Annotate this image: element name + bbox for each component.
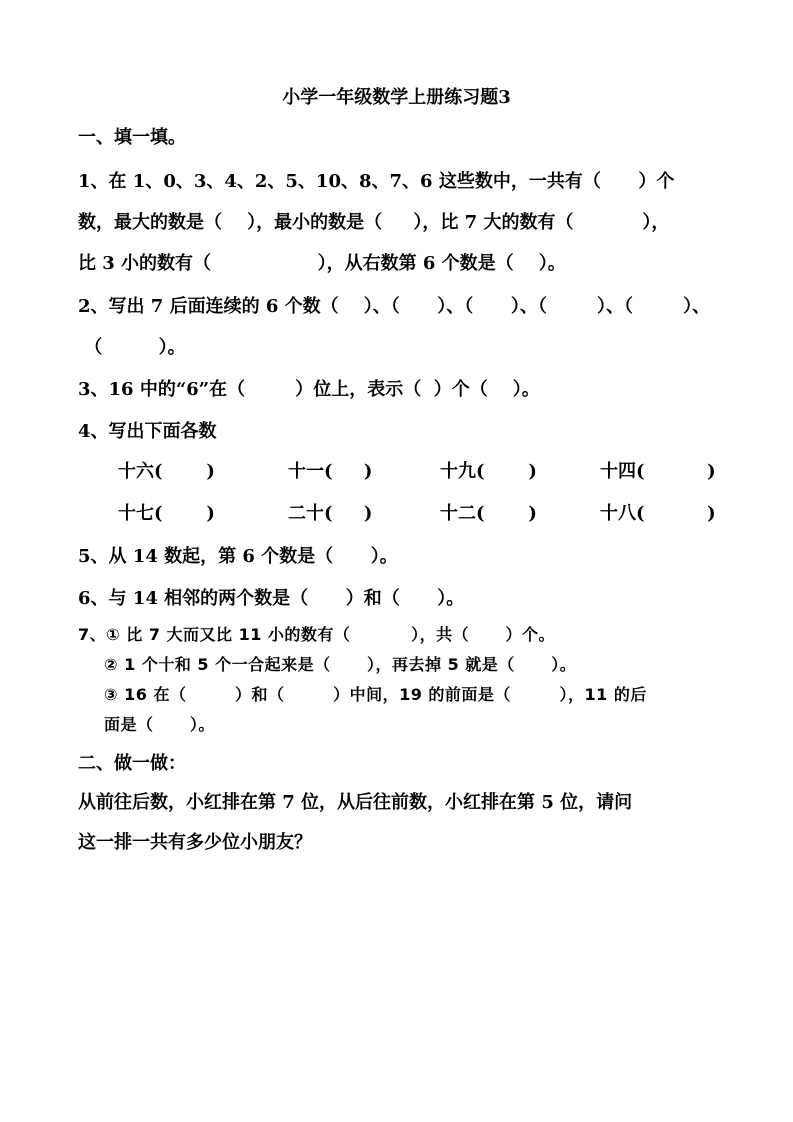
q4-item: 十八( ) [600,503,716,524]
q4-item: 十六( ) [118,461,215,482]
q4-item: 十九( ) [440,461,537,482]
q1-line3: 比 3 小的数有（ ），从右数第 6 个数是（ ）。 [78,253,566,274]
q5-line: 5、从 14 数起，第 6 个数是（ ）。 [78,546,398,567]
q4-item: 二十( ) [288,503,373,524]
section2-heading: 二、做一做： [78,753,186,774]
q1-line2: 数，最大的数是（ ），最小的数是（ ），比 7 大的数有（ ）， [78,212,670,233]
q4-heading: 4、写出下面各数 [78,421,217,442]
page-title: 小学一年级数学上册练习题3 [282,87,511,108]
q4-item: 十七( ) [118,503,215,524]
q7-line2: ② 1 个十和 5 个一合起来是（ ），再去掉 5 就是（ ）。 [104,655,577,674]
q7-line3: ③ 16 在（ ）和（ ）中间，19 的前面是（ ），11 的后 [104,685,647,704]
q3-line: 3、16 中的“6”在（ ）位上，表示（ ）个（ ）。 [78,379,540,400]
q4-item: 十一( ) [288,461,373,482]
section2-line1: 从前往后数，小红排在第 7 位，从后往前数，小红排在第 5 位，请问 [78,792,633,813]
q2-line1: 2、写出 7 后面连续的 6 个数（ ）、（ ）、（ ）、（ ）、（ ）、 [78,296,711,317]
q6-line: 6、与 14 相邻的两个数是（ ）和（ ）。 [78,588,465,609]
q4-item: 十四( ) [600,461,716,482]
q7-line1: 7、① 比 7 大而又比 11 小的数有（ ），共（ ）个。 [78,625,556,644]
section1-heading: 一、填一填。 [78,127,186,148]
q2-line2: （ ）。 [78,337,186,358]
q7-line4: 面是（ ）。 [104,715,215,734]
q4-item: 十二( ) [440,503,537,524]
section2-line2: 这一排一共有多少位小朋友？ [78,832,312,853]
q1-line1: 1、在 1、0、3、4、2、5、10、8、7、6 这些数中，一共有（ ）个 [78,171,675,192]
